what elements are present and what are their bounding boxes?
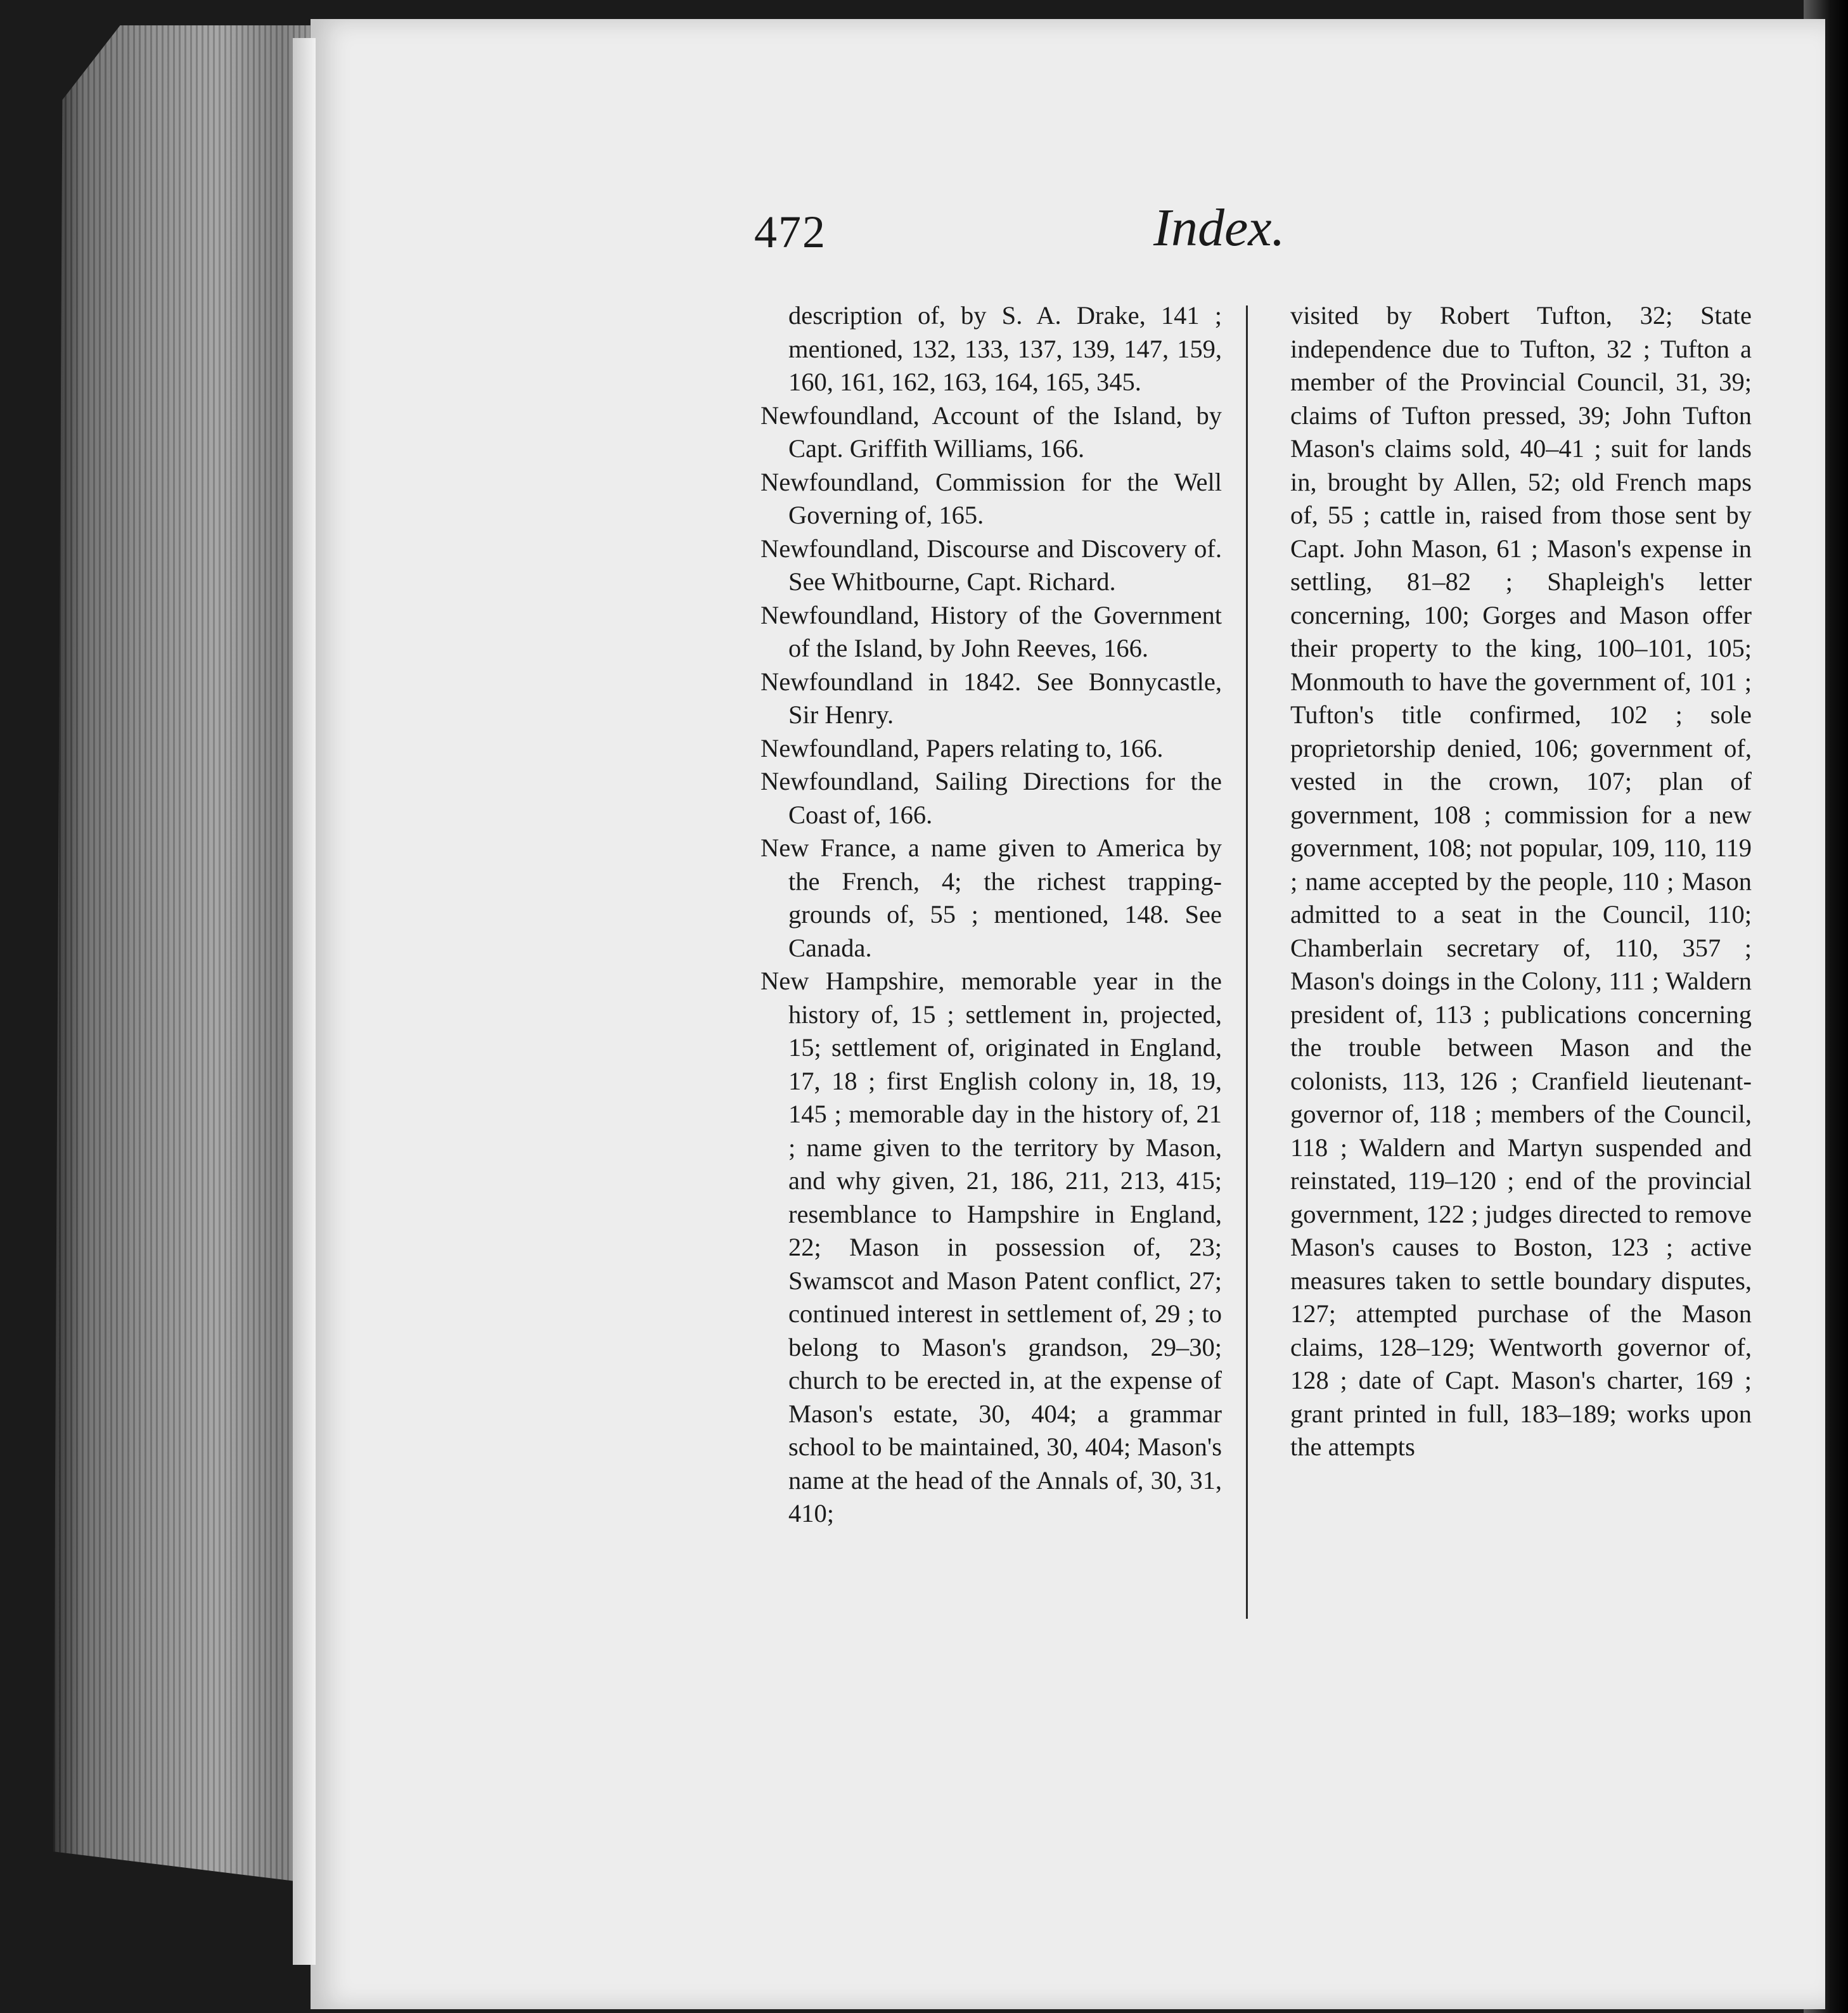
index-entry: Newfoundland, Commission for the Well Governing of, 165.	[760, 467, 1222, 529]
index-entry: Newfoundland, History of the Government of the Island, by John Reeves, 166.	[760, 600, 1222, 662]
index-entry: New France, a name given to America by the French, 4; the richest trapping-grounds of, 55 ; mentioned, 148. See Canada.	[760, 833, 1222, 962]
page-gutter-edge	[293, 38, 316, 1965]
index-continuation: description of, by S. A. Drake, 141 ; mentioned, 132, 133, 137, 139, 147, 159, 160, 161, 162, 163, 164, 165, 345.	[788, 301, 1222, 396]
index-entry: Newfoundland, Papers relating to, 166.	[760, 733, 1164, 762]
index-entry: Newfoundland, Sailing Directions for the Coast of, 166.	[760, 767, 1222, 829]
column-rule	[1246, 305, 1248, 1619]
index-column-left	[760, 299, 1222, 1531]
index-column-right	[1290, 299, 1752, 1464]
index-entry: New Hampshire, memorable year in the history of, 15 ; settlement in, projected, 15; settlement of, originated in England, 17, 18 ; first English colony in, 18, 19, 145 ; memorable day in the history of, 21 ; name given to the territory by Mason, and why given, 21, 186, 211, 213, 415; resemblance to Hampshire in England, 22; Mason in possession of, 23; Swamscot and Mason Patent conflict, 27; continued interest in settlement of, 29 ; to belong to Mason's grandson, 29–30; church to be erected in, at the expense of Mason's estate, 30, 404; a grammar school to be maintained, 30, 404; Mason's name at the head of the Annals of, 30, 31, 410;	[760, 967, 1222, 1527]
page-title: Index.	[1153, 198, 1285, 257]
index-continuation: visited by Robert Tufton, 32; State independence due to Tufton, 32 ; Tufton a member of the Provincial Council, 31, 39; claims of Tufton pressed, 39; John Tufton Mason's claims sold, 40–41 ; suit for lands in, brought by Allen, 52; old French maps of, 55 ; cattle in, raised from those sent by Capt. John Mason, 61 ; Mason's expense in settling, 81–82 ; Shapleigh's letter concerning, 100; Gorges and Mason offer their property to the king, 100–101, 105; Monmouth to have the government of, 101 ; Tufton's title confirmed, 102 ; sole proprietorship denied, 106; government of, vested in the crown, 107; plan of government, 108 ; commission for a new government, 108; not popular, 109, 110, 119 ; name accepted by the people, 110 ; Mason admitted to a seat in the Council, 110; Chamberlain secretary of, 110, 357 ; Mason's doings in the Colony, 111 ; Waldern president of, 113 ; publications concerning the trouble between Mason and the colonists, 113, 126 ; Cranfield lieutenant-governor of, 118 ; members of the Council, 118 ; Waldern and Martyn suspended and reinstated, 119–120 ; end of the provincial government, 122 ; judges directed to remove Mason's causes to Boston, 123 ; active measures taken to settle boundary disputes, 127; attempted purchase of the Mason claims, 128–129; Wentworth governor of, 128 ; date of Capt. Mason's charter, 169 ; grant printed in full, 183–189; works upon the attempts	[1290, 301, 1752, 1461]
index-entry: Newfoundland, Account of the Island, by Capt. Griffith Williams, 166.	[760, 401, 1222, 463]
index-entry: Newfoundland in 1842. See Bonnycastle, Sir Henry.	[760, 667, 1222, 729]
running-head	[754, 198, 1331, 276]
index-entry: Newfoundland, Discourse and Discovery of. See Whitbourne, Capt. Richard.	[760, 534, 1222, 596]
page-number: 472	[754, 207, 826, 257]
